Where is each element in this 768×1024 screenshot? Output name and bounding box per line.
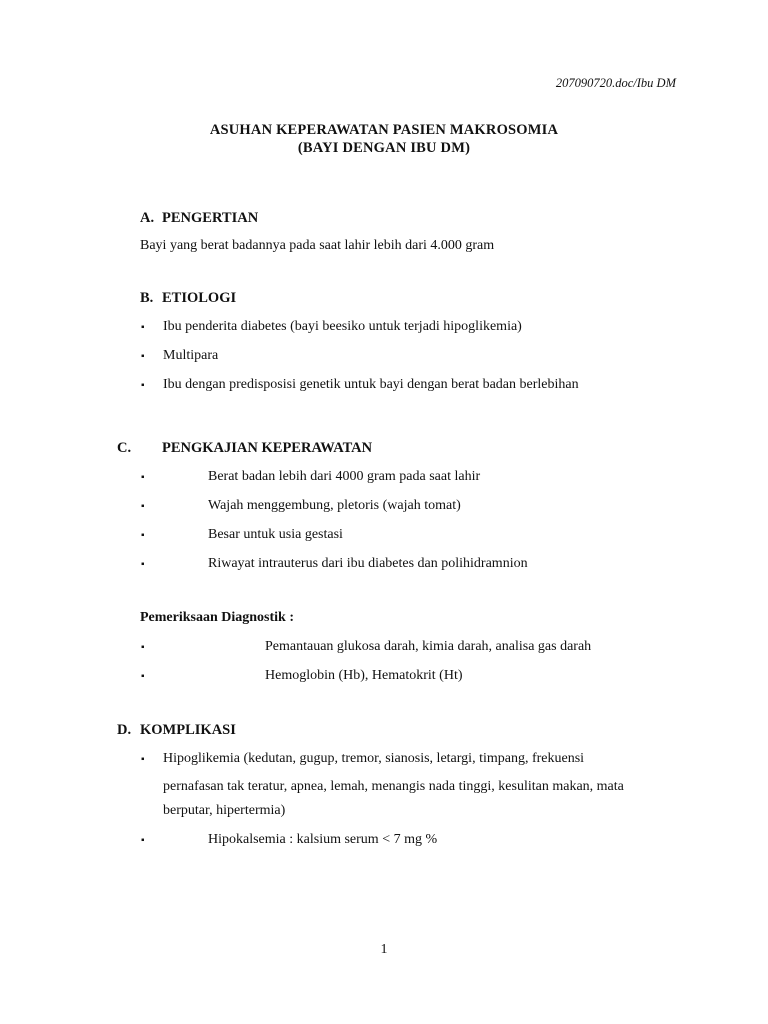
diagnostic-subheading: Pemeriksaan Diagnostik : [140, 610, 294, 625]
document-title-line-2: (BAYI DENGAN IBU DM) [297, 140, 471, 156]
bullet-icon: ▪ [141, 472, 145, 483]
section-c-heading: PENGKAJIAN KEPERAWATAN [162, 440, 373, 456]
bullet-icon: ▪ [141, 754, 145, 765]
bullet-icon: ▪ [141, 530, 145, 541]
section-d-label: D. [117, 722, 132, 738]
etiologi-item: Ibu dengan predisposisi genetik untuk bayi dengan berat badan berlebihan [163, 377, 579, 392]
bullet-icon: ▪ [141, 380, 145, 391]
etiologi-item: Multipara [163, 348, 219, 363]
page-number: 1 [380, 942, 388, 957]
pengkajian-item: Riwayat intrauterus dari ibu diabetes dan polihidramnion [208, 556, 528, 571]
etiologi-item: Ibu penderita diabetes (bayi beesiko untuk terjadi hipoglikemia) [163, 319, 522, 334]
section-c-label: C. [117, 440, 132, 456]
bullet-icon: ▪ [141, 559, 145, 570]
document-title-line-1: ASUHAN KEPERAWATAN PASIEN MAKROSOMIA [209, 122, 559, 138]
diagnostic-item: Pemantauan glukosa darah, kimia darah, analisa gas darah [265, 639, 592, 654]
document-reference: 207090720.doc/Ibu DM [555, 76, 676, 90]
diagnostic-item: Hemoglobin (Hb), Hematokrit (Ht) [265, 668, 463, 683]
bullet-icon: ▪ [141, 671, 145, 682]
section-d-heading: KOMPLIKASI [140, 722, 236, 738]
komplikasi-item: Hipokalsemia : kalsium serum < 7 mg % [208, 832, 438, 847]
bullet-icon: ▪ [141, 835, 145, 846]
bullet-icon: ▪ [141, 351, 145, 362]
bullet-icon: ▪ [141, 642, 145, 653]
section-a-heading: PENGERTIAN [162, 210, 259, 226]
bullet-icon: ▪ [141, 501, 145, 512]
section-b-heading: ETIOLOGI [162, 290, 237, 306]
section-b-label: B. [140, 290, 154, 306]
pengkajian-item: Wajah menggembung, pletoris (wajah tomat) [208, 498, 461, 513]
section-a-label: A. [140, 210, 155, 226]
komplikasi-item-line: berputar, hipertermia) [163, 803, 286, 818]
komplikasi-item-line: pernafasan tak teratur, apnea, lemah, menangis nada tinggi, kesulitan makan, mata [163, 779, 624, 794]
bullet-icon: ▪ [141, 322, 145, 333]
pengkajian-item: Berat badan lebih dari 4000 gram pada saat lahir [208, 469, 481, 484]
section-a-body: Bayi yang berat badannya pada saat lahir lebih dari 4.000 gram [140, 238, 495, 253]
komplikasi-item-line: Hipoglikemia (kedutan, gugup, tremor, sianosis, letargi, timpang, frekuensi [163, 751, 585, 766]
pengkajian-item: Besar untuk usia gestasi [208, 527, 343, 542]
